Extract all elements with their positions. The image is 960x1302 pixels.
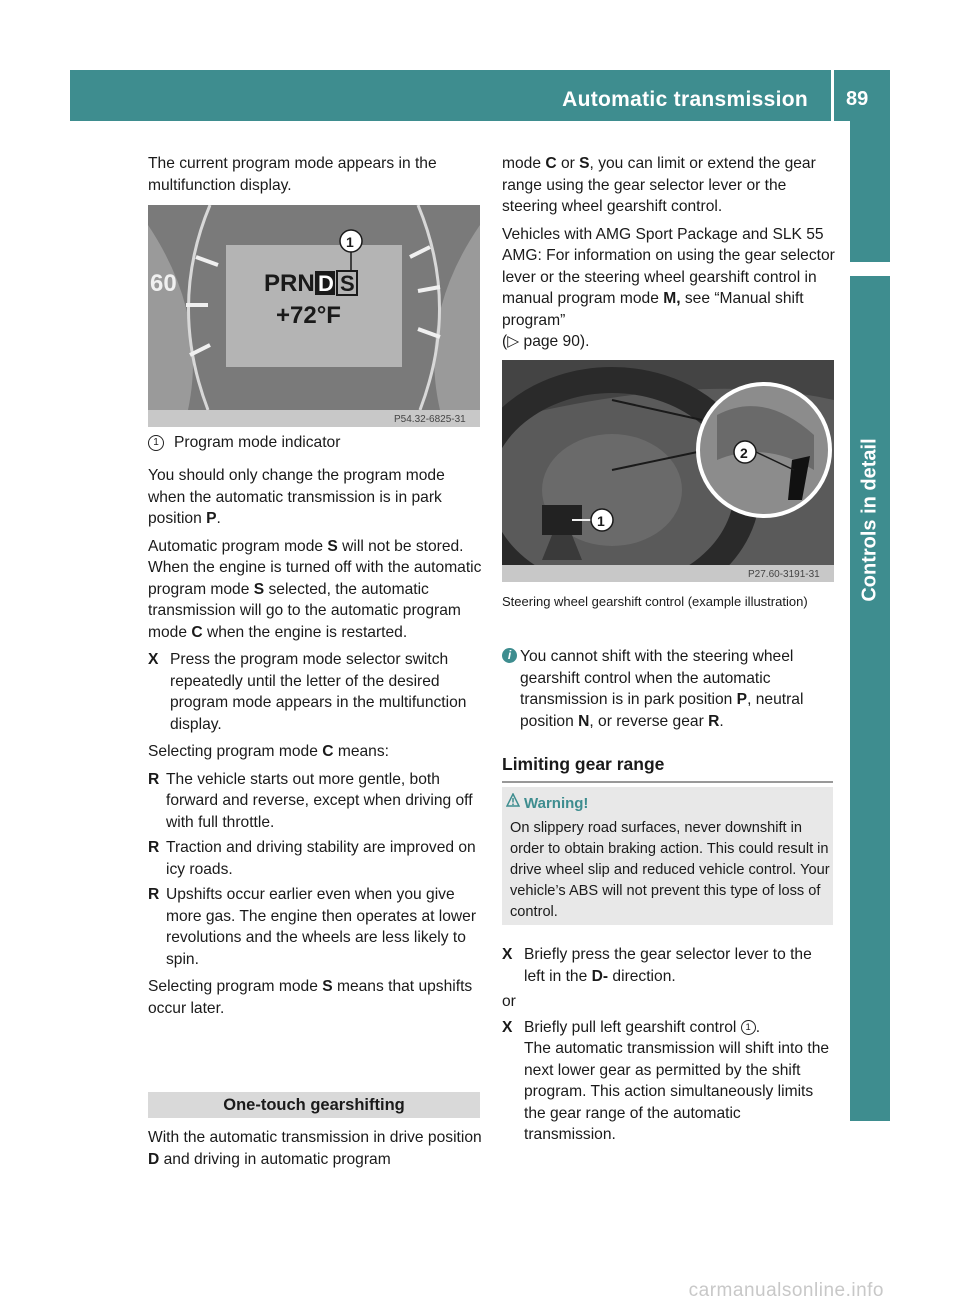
- side-tab-gap: [850, 262, 890, 276]
- right-column-top: [502, 153, 836, 359]
- temperature-display: +72°F: [276, 302, 341, 329]
- page-reference: (▷ page 90).: [502, 333, 590, 350]
- step-marker: X: [148, 651, 159, 668]
- s-means-paragraph: [148, 976, 484, 1019]
- callout-1: 1: [346, 234, 354, 250]
- text: , or reverse gear: [589, 712, 709, 730]
- intro-paragraph: The current program mode appears in the multifunction display.: [148, 155, 437, 194]
- step-marker: X: [502, 946, 513, 963]
- park-paragraph: [148, 465, 484, 530]
- figure-code: P27.60-3191-31: [748, 569, 820, 580]
- instrument-cluster-figure: [148, 205, 480, 427]
- not-stored-paragraph: [148, 536, 484, 644]
- step-result: The automatic transmission will shift into the next lower gear as permitted by the shift program. This action simultaneously limits the gear range of the automatic transmission.: [524, 1040, 830, 1143]
- subheading: Limiting gear range: [502, 754, 833, 783]
- text: means:: [333, 743, 389, 760]
- text: means that upshifts occur later.: [148, 978, 473, 1017]
- figure-legend: [148, 434, 340, 452]
- instruction-step: [502, 944, 836, 987]
- text-bold: S: [579, 155, 590, 172]
- figure-caption: Steering wheel gearshift control (example illustration): [502, 594, 808, 609]
- info-note: [502, 646, 836, 732]
- text-bold: P: [736, 691, 748, 708]
- steering-wheel-figure: [502, 360, 834, 582]
- text: see “Manual shift program”: [502, 290, 804, 329]
- text: Vehicles with AMG Sport Package and SLK 55 AMG: For information on using the gear selector lever or the steering wheel gearshift control in manual program mode: [502, 225, 835, 307]
- bullet-marker: R: [148, 839, 160, 856]
- text-bold: D-: [591, 967, 609, 985]
- right-column-steps: [502, 944, 836, 1150]
- bullet-marker: R: [148, 770, 160, 788]
- instruction-step: [148, 649, 484, 735]
- text-bold: C: [191, 623, 203, 641]
- amg-paragraph: [502, 224, 836, 353]
- text: The vehicle starts out more gentle, both forward and reverse, except when driving off with full throttle.: [166, 770, 473, 831]
- text: With the automatic transmission in drive position: [148, 1129, 482, 1146]
- page-number: 89: [846, 88, 869, 110]
- text: will not be stored. When the engine is turned off with the automatic program mode: [148, 537, 482, 598]
- left-column-top: [148, 153, 484, 202]
- text: Selecting program mode: [148, 743, 323, 760]
- text: Press the program mode selector switch repeatedly until the letter of the desired program mode appears in the multifunction display.: [170, 651, 467, 733]
- list-item: [148, 769, 484, 834]
- text-bold: R: [708, 712, 720, 730]
- text-bold: S: [322, 978, 333, 995]
- legend-number: 1: [148, 435, 164, 451]
- step-marker: X: [502, 1018, 513, 1036]
- text: , neutral position: [520, 691, 804, 730]
- header-divider: [831, 70, 834, 121]
- text-bold: N: [578, 712, 590, 730]
- text: Automatic program mode: [148, 537, 328, 555]
- text: Briefly press the gear selector lever to the left in the: [524, 946, 812, 985]
- text: .: [719, 712, 724, 730]
- text-bold: S: [253, 580, 265, 598]
- page-title: Automatic transmission: [562, 88, 808, 111]
- list-item: [148, 837, 484, 880]
- text: or: [556, 155, 580, 172]
- callout-number: 1: [741, 1020, 756, 1035]
- text: mode: [502, 155, 546, 172]
- gear-display: PRN: [264, 270, 315, 297]
- text-bold: C: [322, 743, 334, 760]
- one-touch-paragraph: [148, 1127, 484, 1170]
- figure-code: P54.32-6825-31: [394, 414, 466, 425]
- callout-2: 2: [740, 445, 748, 461]
- gear-d: D: [318, 271, 334, 296]
- warning-title: Warning!: [524, 795, 589, 812]
- text: .: [755, 1018, 761, 1036]
- text: You cannot shift with the steering wheel gearshift control when the automatic transmission is in park position: [520, 648, 794, 708]
- text: Upshifts occur earlier even when you give more gas. The engine then operates at lower revolutions and the wheels are less likely to spin.: [166, 886, 477, 968]
- watermark: carmanualsonline.info: [688, 1280, 884, 1301]
- text-bold: C: [545, 155, 557, 172]
- text: and driving in automatic program: [159, 1150, 391, 1168]
- or-text: or: [502, 993, 516, 1010]
- warning-box: [502, 787, 833, 925]
- warning-icon: [506, 793, 520, 807]
- c-means-paragraph: [148, 741, 484, 763]
- text: , you can limit or extend the gear range using the gear selector lever or the steering wheel gearshift control.: [502, 155, 816, 215]
- text-bold: P: [206, 510, 217, 527]
- list-item: [148, 884, 484, 970]
- info-icon: i: [502, 648, 517, 663]
- text: when the engine is restarted.: [202, 623, 408, 641]
- text: .: [216, 510, 221, 527]
- callout-1: 1: [597, 513, 605, 529]
- text: Selecting program mode: [148, 978, 323, 995]
- bullet-marker: R: [148, 886, 160, 903]
- section-heading: One-touch gearshifting: [148, 1092, 480, 1118]
- text-bold: S: [327, 537, 338, 555]
- legend-text: Program mode indicator: [174, 434, 341, 451]
- info-text: [502, 646, 836, 732]
- side-tab-label: Controls in detail: [858, 438, 881, 602]
- text: selected, the automatic transmission will go to the automatic program mode: [148, 580, 461, 641]
- text: Briefly pull left gearshift control: [524, 1018, 741, 1036]
- gear-s: S: [340, 271, 355, 296]
- text-bold: D: [148, 1150, 160, 1168]
- warning-text: On slippery road surfaces, never downshift in order to obtain braking action. This could result in drive wheel slip and reduced vehicle control. Your vehicle’s ABS will not prevent this type of loss of control.: [510, 820, 830, 920]
- instruction-step: [502, 1017, 836, 1146]
- continuation-paragraph: [502, 153, 836, 218]
- text-bold: M,: [663, 290, 681, 307]
- text: You should only change the program mode when the automatic transmission is in park position: [148, 467, 445, 527]
- text: Traction and driving stability are improved on icy roads.: [166, 839, 476, 878]
- speed-label: 60: [150, 270, 177, 297]
- left-column-body: [148, 465, 484, 1025]
- text: direction.: [608, 967, 676, 985]
